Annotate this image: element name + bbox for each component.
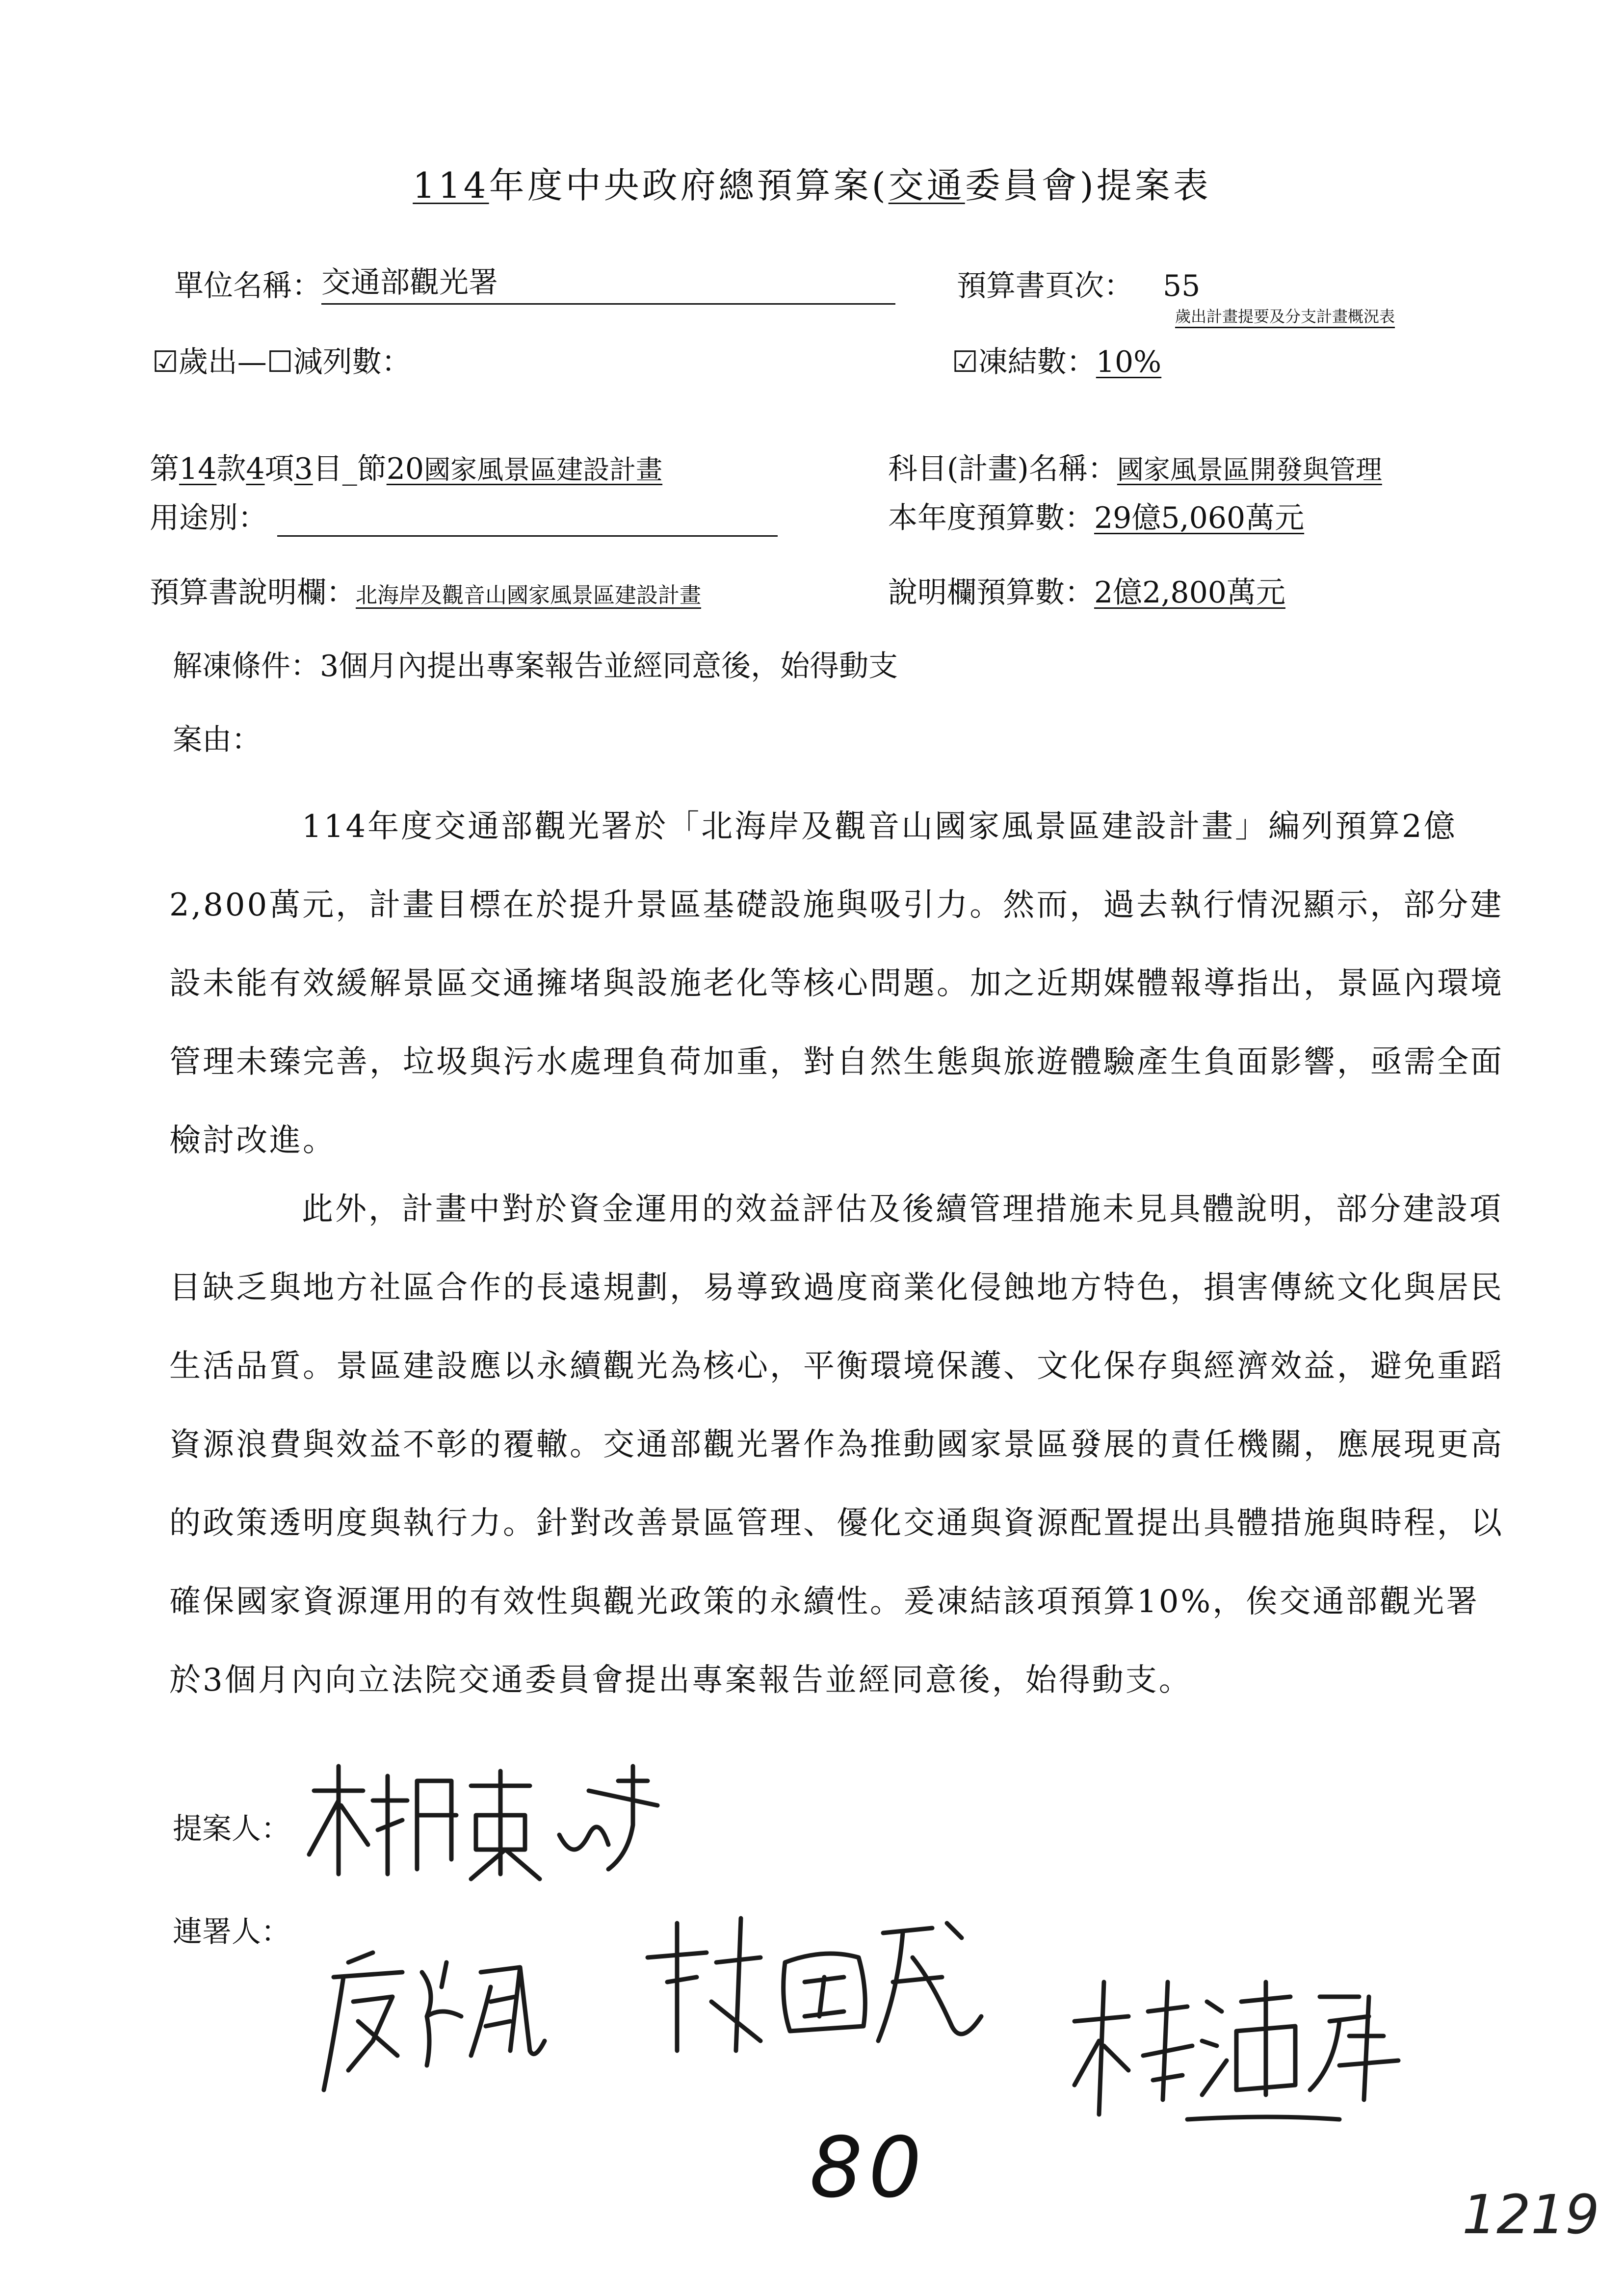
- cosigner-signature-1: [314, 1943, 569, 2102]
- page-title: [0, 157, 1624, 208]
- handwritten-number: 80: [810, 2119, 928, 2217]
- unit-label: 單位名稱：: [174, 269, 321, 303]
- body-paragraph-2: [169, 1170, 1504, 1720]
- explanation-budget-row: [888, 569, 1285, 611]
- explanation-budget-label: 說明欄預算數：: [888, 575, 1094, 610]
- kuan-prefix: 第: [150, 452, 179, 486]
- body-paragraph-1: [169, 787, 1504, 1180]
- cosigner-label: 連署人：: [173, 1915, 290, 1949]
- expense-checkbox: ☑: [152, 345, 179, 379]
- explanation-label: 預算書說明欄：: [150, 575, 356, 610]
- page-ref-label: 預算書頁次：: [957, 269, 1133, 303]
- page-ref-note: 歲出計畫提要及分支計畫概況表: [1175, 307, 1395, 326]
- reason-label: 案由：: [173, 723, 261, 757]
- plan-name: 國家風景區建設計畫: [424, 454, 663, 485]
- explanation-budget-value: 2億2,800萬元: [1094, 575, 1285, 610]
- expense-label: 歲出—: [178, 345, 267, 379]
- plan-number: 20: [386, 452, 424, 486]
- unit-row: [174, 262, 895, 305]
- jie-blank: _: [342, 452, 357, 486]
- budget-section: [150, 445, 662, 488]
- kuan-label: 款: [216, 452, 246, 486]
- cosigner-signature-3: [1065, 1967, 1418, 2136]
- freeze-label: 凍結數：: [978, 345, 1096, 379]
- xiang-number: 4: [246, 452, 265, 486]
- reduce-checkbox: ☐: [266, 345, 293, 379]
- freeze-options: [952, 339, 1161, 381]
- jie-label: 節: [357, 452, 387, 486]
- unfreeze-label: 解凍條件：: [173, 649, 320, 683]
- unfreeze-row: [173, 643, 898, 685]
- mu-number: 3: [294, 452, 313, 486]
- explanation-row: [150, 569, 701, 611]
- title-suffix: 委員會)提案表: [965, 165, 1211, 206]
- subject-value: 國家風景區開發與管理: [1117, 454, 1382, 485]
- annual-budget-row: [888, 495, 1304, 537]
- freeze-checkbox: ☑: [952, 345, 978, 379]
- proposer-signature: [294, 1761, 667, 1891]
- title-prefix: 年度中央政府總預算案(: [489, 165, 889, 206]
- xiang-label: 項: [264, 452, 294, 486]
- page-ref-row: [957, 262, 1200, 305]
- proposer-label: 提案人：: [173, 1812, 290, 1846]
- explanation-value: 北海岸及觀音山國家風景區建設計畫: [356, 583, 701, 608]
- subject-row: [888, 445, 1382, 488]
- body-text-2: 此外，計畫中對於資金運用的效益評估及後續管理措施未見具體說明，部分建設項目缺乏與地方社區合作的長遠規劃，易導致過度商業化侵蝕地方特色，損害傳統文化與居民生活品質。景區建設應以永續觀光為核心，平衡環境保護、文化保存與經濟效益，避免重蹈資源浪費與效益不彰的覆轍。交通部觀光署作為推動國家景區發展的責任機關，應展現更高的政策透明度與執行力。針對改善景區管理、優化交通與資源配置提出具體措施與時程，以確保國家資源運用的有效性與觀光政策的永續性。爰凍結該項預算10%，俟交通部觀光署於3個月內向立法院交通委員會提出專案報告並經同意後，始得動支。: [169, 1191, 1504, 1698]
- usage-field: [277, 506, 778, 537]
- page-ref-value: 55: [1163, 269, 1201, 303]
- expense-options: [152, 339, 411, 381]
- unfreeze-value: 3個月內提出專案報告並經同意後，始得動支: [320, 649, 898, 683]
- reduce-label: 減列數：: [293, 345, 411, 379]
- cosigner-signature-2: [638, 1904, 1001, 2062]
- subject-label: 科目(計畫)名稱：: [888, 452, 1117, 486]
- title-committee: 交通: [888, 165, 965, 206]
- unit-field: [321, 265, 895, 305]
- handwritten-page-number: 1219: [1462, 2183, 1599, 2246]
- mu-label: 目: [313, 452, 342, 486]
- usage-label: 用途別：: [150, 501, 267, 535]
- unit-value: 交通部觀光署: [321, 265, 498, 300]
- usage-row: [150, 495, 778, 537]
- title-year: 114: [413, 165, 489, 206]
- annual-budget-label: 本年度預算數：: [888, 501, 1094, 535]
- kuan-number: 14: [179, 452, 217, 486]
- annual-budget-value: 29億5,060萬元: [1094, 501, 1305, 535]
- body-text-1: 114年度交通部觀光署於「北海岸及觀音山國家風景區建設計畫」編列預算2億2,800萬元，計畫目標在於提升景區基礎設施與吸引力。然而，過去執行情況顯示，部分建設未能有效緩解景區交通擁堵與設施老化等核心問題。加之近期媒體報導指出，景區內環境管理未臻完善，垃圾與污水處理負荷加重，對自然生態與旅遊體驗產生負面影響，亟需全面檢討改進。: [169, 809, 1504, 1159]
- freeze-value: 10%: [1096, 345, 1162, 379]
